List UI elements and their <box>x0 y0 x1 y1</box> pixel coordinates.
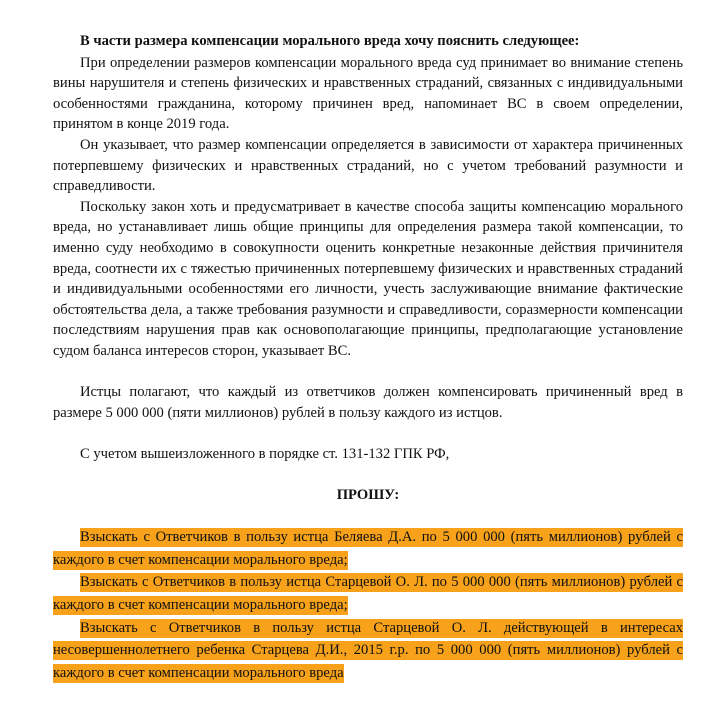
highlighted-text: Взыскать с Ответчиков в пользу истца Старцевой О. Л. действующей в интересах несовершеннолетнего ребенка Старцева Д.И., 2015 г.р. по 5 000 000 (пять миллионов) рублей с каждого в счет компенсации морального вреда <box>53 619 683 681</box>
section-title: В части размера компенсации морального вреда хочу пояснить следующее: <box>80 33 580 49</box>
paragraph-2: Он указывает, что размер компенсации определяется в зависимости от характера причиненных потерпевшему физических и нравственных страданий, но с учетом требований разумности и справедливости. <box>53 136 683 195</box>
request-item-2 <box>53 571 683 616</box>
highlighted-text: Взыскать с Ответчиков в пользу истца Беляева Д.А. по 5 000 000 (пять миллионов) рублей с каждого в счет компенсации морального вреда; <box>53 529 683 568</box>
paragraph-3: Поскольку закон хоть и предусматривает в качестве способа защиты компенсацию морального вреда, но устанавливает лишь общие принципы для определения размера такой компенсации, то именно суду необходимо в совокупности оценить конкретные незаконные действия причинителя вреда, соотнести их с тяжестью причиненных потерпевшему физических и нравственных страданий и индивидуальными особенностями его личности, учесть заслуживающие внимание фактические обстоятельства дела, а также требования разумности и справедливости, соразмерности компенсации последствиям нарушения прав как основополагающие принципы, предполагающие установление судом баланса интересов сторон, указывает ВС. <box>53 198 683 359</box>
request-item-3 <box>53 617 683 685</box>
spacer <box>53 362 683 383</box>
spacer <box>53 423 683 444</box>
basis-paragraph: С учетом вышеизложенного в порядке ст. 131-132 ГПК РФ, <box>80 445 450 462</box>
paragraph-1: При определении размеров компенсации морального вреда суд принимает во внимание степень вины нарушителя и степень физических и нравственных страданий, связанных с индивидуальными особенностями гражданина, которому причинен вред, напоминает ВС в своем определении, принятом в конце 2019 года. <box>53 54 683 133</box>
spacer <box>53 464 683 485</box>
claim-paragraph: Истцы полагают, что каждый из ответчиков должен компенсировать причиненный вред в размере 5 000 000 (пяти миллионов) рублей в пользу каждого из истцов. <box>53 384 683 421</box>
highlighted-text: Взыскать с Ответчиков в пользу истца Старцевой О. Л. по 5 000 000 (пять миллионов) рублей с каждого в счет компенсации морального вреда; <box>53 574 683 614</box>
request-list <box>53 526 683 684</box>
request-item-1 <box>53 526 683 571</box>
spacer <box>53 506 683 527</box>
request-heading: ПРОШУ: <box>336 487 400 504</box>
